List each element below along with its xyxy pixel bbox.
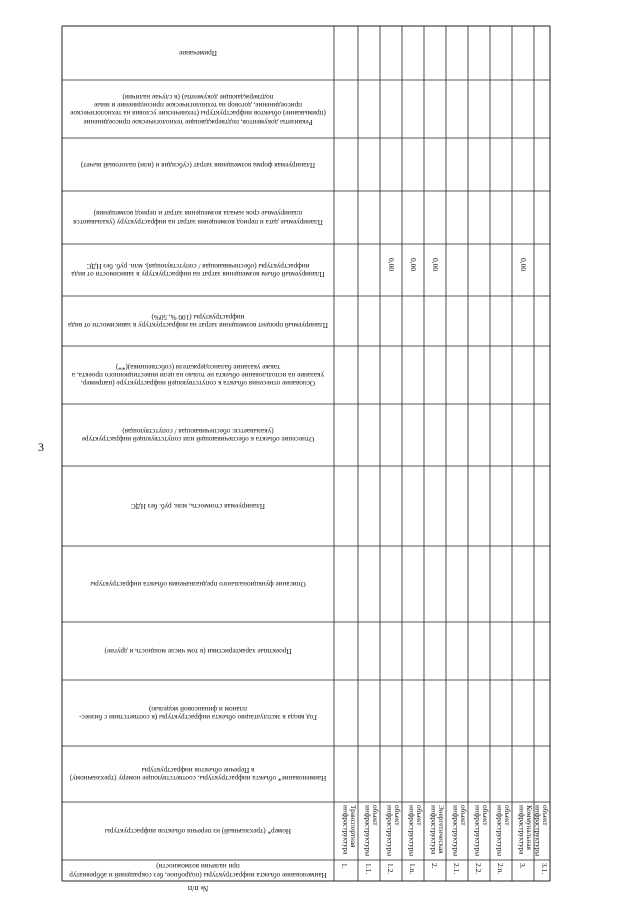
column-header-h12: Реквизиты документов, подтверждающие технологическое присоединение (примыкание) объектов инфраструктуры (технические условия на технологическое присоединение, договор на технологическое присоединение и иные подтверждающие документы) (в случае наличия) [70, 92, 326, 126]
column-header-h13: Примечание [179, 49, 217, 58]
column-header-h7: Основание отнесения объекта к сопутствующей инфраструктуре (например, указание на использование объекта не только на цели инвестиционного проекта, а также указание балансодержателя (собственника)(**) [71, 362, 325, 388]
row-number: 2.1. [452, 863, 461, 875]
row-number: 1. [340, 863, 349, 869]
column-header-h4: Описание функционального предназначения объекта инфраструктуры [90, 580, 306, 589]
row-name: объект инфраструктуры [363, 805, 379, 857]
row-name: объект инфраструктуры [385, 805, 401, 857]
column-header-h8: Планируемый процент возмещения затрат на инфраструктуру в зависимости от вида инфраструктуры (100 %, 50%) [68, 313, 328, 330]
column-header-h1: Наименование объекта инфраструктуры (подробное, без сокращений и аббревиатур при наличии возможности) [69, 862, 327, 879]
row-number: 2.2. [474, 863, 483, 875]
row-name: объект инфраструктуры [473, 805, 489, 857]
row-number: 3. [518, 863, 527, 869]
row-volume-value: 0,00 [519, 258, 528, 272]
row-name: объект инфраструктуры [451, 805, 467, 857]
column-header-h1b: Номер* (трехзначный) из перечня объектов инфраструктуры [104, 827, 292, 836]
row-name: объект инфраструктуры [495, 805, 511, 857]
row-name: Энергетическая инфраструктура [429, 805, 445, 855]
row-volume-value: 0,00 [431, 258, 440, 272]
row-name: объект инфраструктуры [407, 805, 423, 857]
column-header-h11: Планируемая форма возмещения затрат (субсидия и (или) налоговый вычет) [80, 160, 316, 169]
infrastructure-table [62, 26, 550, 894]
row-volume-value: 0,00 [387, 258, 396, 272]
column-header-h2b: Год ввода в эксплуатацию объекта инфраструктуры (в соответствии с бизнес-планом и финансовой моделью) [79, 705, 317, 722]
row-name: Транспортная инфраструктура [341, 805, 357, 855]
row-number: 2.n. [496, 863, 505, 875]
row-volume-value: 0,00 [409, 258, 418, 272]
column-header-h2: Наименование* объекта инфраструктуры, соответствующее номеру (трехзначному) в Перечне объектов инфраструктуры [69, 766, 327, 783]
column-header-h3: Проектные характеристики (в том числе мощность и другие) [104, 647, 292, 656]
row-number: 3.1. [540, 863, 549, 875]
page-number: 3 [38, 440, 44, 454]
row-number: 1.n. [408, 863, 417, 875]
column-header-h5: Планируемая стоимость, млн. руб. без НДС [130, 502, 266, 511]
column-header-h10: Планируемые дата и период возмещения затрат на инфраструктуру (указываются планируемые срок начала возмещения затрат и период возмещения) [73, 209, 323, 226]
row-number: 1.1. [364, 863, 373, 875]
column-header-h6: Отнесение объекта к обеспечивающей или сопутствующей инфраструктуре (указывается: обеспечивающая / сопутствующая) [81, 427, 315, 444]
column-header-h9: Планируемый объем возмещения затрат на инфраструктуру в зависимости от вида инфраструктуры (обеспечивающая / сопутствующая), млн. руб. без НДС [71, 262, 325, 279]
column-header-h0: № п/п [187, 884, 209, 894]
row-number: 2. [430, 863, 439, 869]
row-name: объект инфраструктуры [533, 805, 549, 857]
row-number: 1.2. [386, 863, 395, 875]
row-name: Коммунальная инфраструктура [517, 805, 533, 855]
